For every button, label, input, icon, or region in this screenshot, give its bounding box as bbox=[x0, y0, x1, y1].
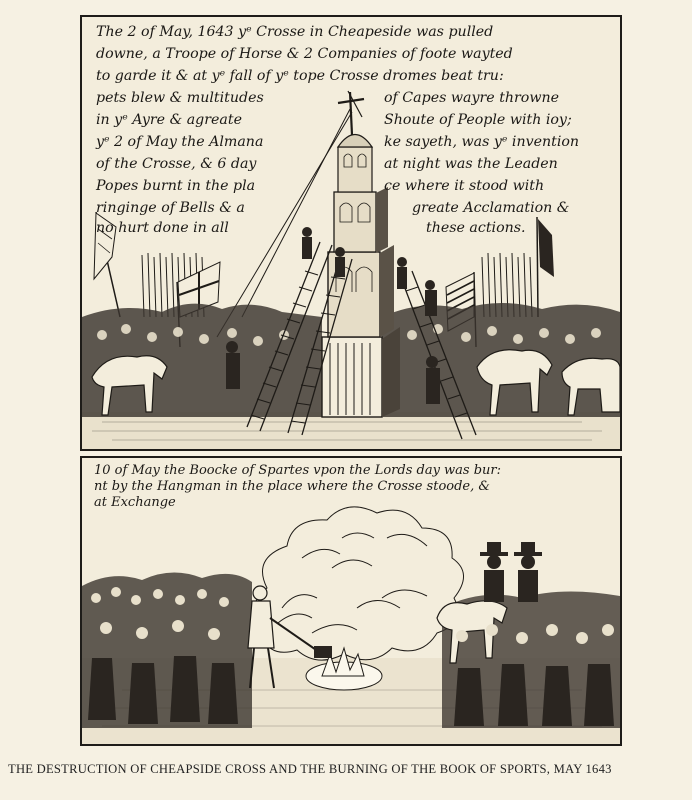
inscription-line-10: of the Crosse, & 6 day bbox=[96, 156, 257, 172]
inscription-line-6: in yᵉ Ayre & agreate bbox=[96, 112, 242, 128]
inscription-line-11: at night was the Leaden bbox=[384, 156, 558, 172]
inscription-line-3: to garde it & at yᵉ fall of yᵉ tope Crosse dromes beat tru: bbox=[96, 68, 504, 84]
inscription-line-13: ce where it stood with bbox=[384, 178, 545, 194]
bottom-inscription-line-3: at Exchange bbox=[94, 495, 176, 510]
inscription-line-15: greate Acclamation & bbox=[412, 200, 570, 216]
inscription-line-17: these actions. bbox=[426, 220, 526, 236]
top-engraving-panel bbox=[80, 15, 622, 451]
inscription-line-7: Shoute of People with ioy; bbox=[384, 112, 572, 128]
bottom-inscription-line-2: nt by the Hangman in the place where the Crosse stoode, & bbox=[94, 479, 490, 494]
inscription-line-1: The 2 of May, 1643 yᵉ Crosse in Cheapeside was pulled bbox=[96, 24, 494, 40]
horsemen bbox=[480, 542, 542, 602]
inscription-line-9: ke sayeth, was yᵉ invention bbox=[384, 134, 580, 150]
smoke-cloud bbox=[253, 507, 463, 660]
inscription-line-5: of Capes wayre throwne bbox=[384, 90, 560, 106]
bottom-engraving-panel bbox=[80, 456, 622, 746]
inscription-line-4: pets blew & multitudes bbox=[96, 90, 264, 106]
inscription-line-8: yᵉ 2 of May the Almana bbox=[96, 134, 264, 150]
figure-caption: THE DESTRUCTION OF CHEAPSIDE CROSS AND THE BURNING OF THE BOOK OF SPORTS, MAY 1643 bbox=[8, 762, 612, 776]
inscription-line-14: ringinge of Bells & a bbox=[96, 200, 245, 216]
inscription-line-16: no hurt done in all bbox=[96, 220, 229, 236]
inscription-line-2: downe, a Troope of Horse & 2 Companies of foote wayted bbox=[96, 46, 513, 62]
inscription-line-12: Popes burnt in the pla bbox=[96, 178, 256, 194]
bottom-inscription-line-1: 10 of May the Boocke of Spartes vpon the Lords day was bur: bbox=[94, 463, 502, 478]
right-flag bbox=[537, 217, 554, 317]
